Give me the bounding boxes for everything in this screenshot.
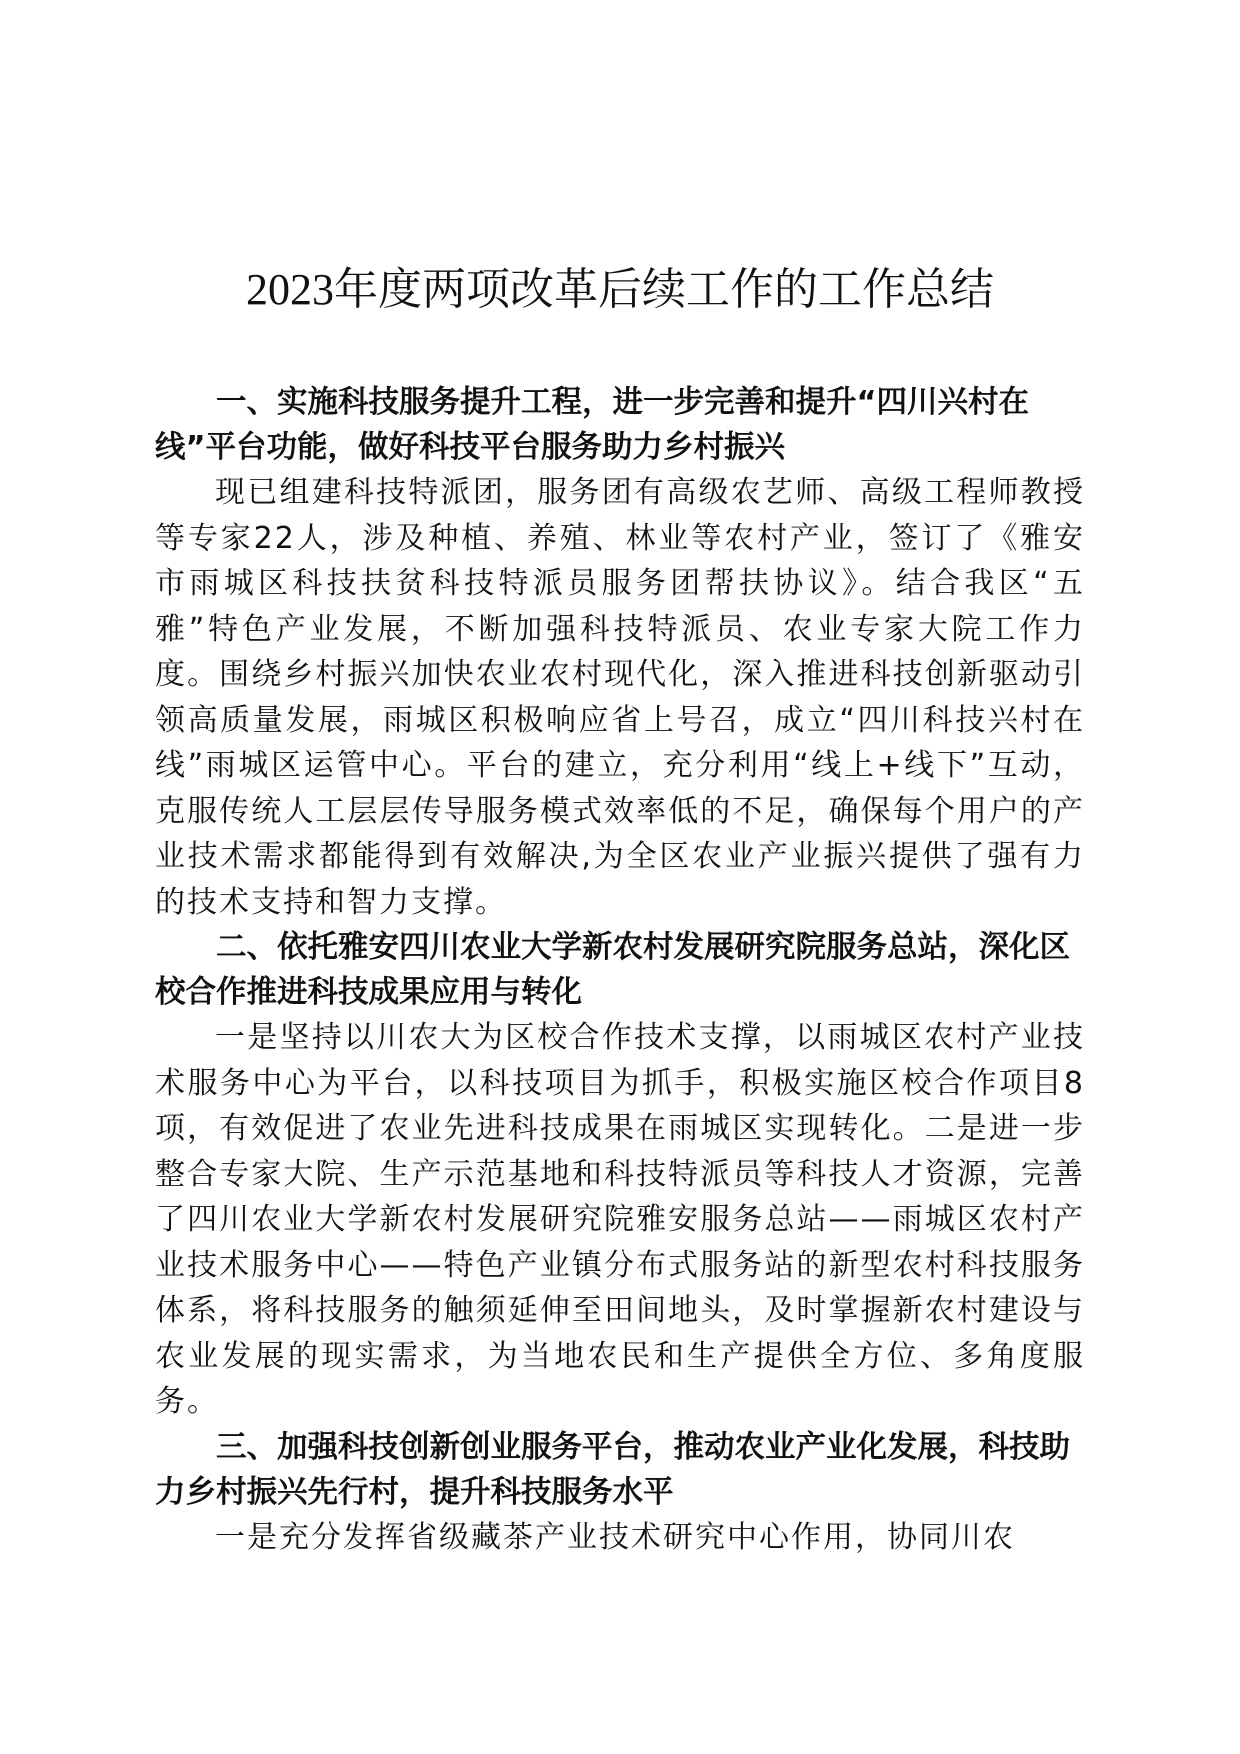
section-paragraph-3: 一是充分发挥省级藏茶产业技术研究中心作用，协同川农 (215, 1519, 1015, 1555)
section-heading-3: 三、加强科技创新创业服务平台，推动农业产业化发展，科技助力乡村振兴先行村，提升科技服务水平 (155, 1429, 1070, 1510)
section-heading-2: 二、依托雅安四川农业大学新农村发展研究院服务总站，深化区校合作推进科技成果应用与转化 (155, 930, 1070, 1010)
section-paragraph-1: 现已组建科技特派团，服务团有高级农艺师、高级工程师教授等专家22人，涉及种植、养殖、林业等农村产业，签订了《雅安市雨城区科技扶贫科技特派员服务团帮扶协议》。结合我区“五雅”特色产业发展，不断加强科技特派员、农业专家大院工作力度。围绕乡村振兴加快农业农村现代化，深入推进科技创新驱动引领高质量发展，雨城区积极响应省上号召，成立“四川科技兴村在线”雨城区运管中心。平台的建立，充分利用“线上+线下”互动，克服传统人工层层传导服务模式效率低的不足，确保每个用户的产业技术需求都能得到有效解决,为全区农业产业振兴提供了强有力的技术支持和智力支撑。 (155, 475, 1085, 920)
section-paragraph-2: 一是坚持以川农大为区校合作技术支撑，以雨城区农村产业技术服务中心为平台，以科技项目为抓手，积极实施区校合作项目8项，有效促进了农业先进科技成果在雨城区实现转化。二是进一步整合专家大院、生产示范基地和科技特派员等科技人才资源，完善了四川农业大学新农村发展研究院雅安服务总站——雨城区农村产业技术服务中心——特色产业镇分布式服务站的新型农村科技服务体系，将科技服务的触须延伸至田间地头，及时掌握新农村建设与农业发展的现实需求，为当地农民和生产提供全方位、多角度服务。 (155, 1020, 1085, 1419)
section-heading-1: 一、实施科技服务提升工程，进一步完善和提升“四川兴村在线”平台功能，做好科技平台服务助力乡村振兴 (155, 385, 1030, 465)
document-body (155, 380, 1085, 1560)
document-title: 2023年度两项改革后续工作的工作总结 (246, 265, 994, 314)
